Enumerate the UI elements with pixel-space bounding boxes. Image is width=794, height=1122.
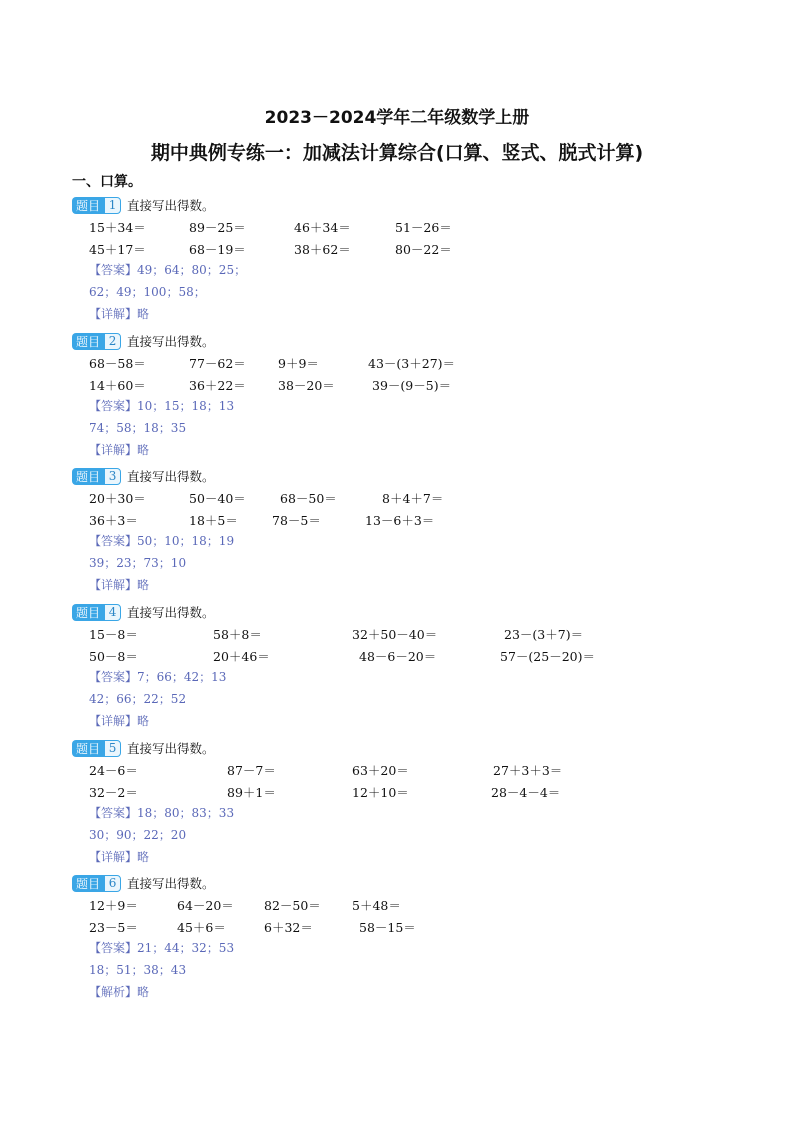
- badge-number: 5: [104, 740, 121, 757]
- math-problem: 8＋4＋7＝: [382, 491, 444, 506]
- question-6: [72, 873, 416, 1003]
- math-problem: 89－25＝: [189, 220, 246, 235]
- math-problem: 78－5＝: [272, 513, 321, 528]
- answer-line: 【答案】10；15；18；13: [89, 399, 235, 413]
- math-problem: 32＋50－40＝: [352, 627, 438, 642]
- badge-label: 题目: [72, 333, 104, 350]
- math-problem: 27＋3＋3＝: [493, 763, 563, 778]
- question-instruction: 直接写出得数。: [127, 741, 215, 756]
- question-3: [72, 466, 444, 596]
- section-heading: 一、口算。: [72, 174, 142, 190]
- math-problem: 38－20＝: [278, 378, 335, 393]
- question-badge: [72, 740, 121, 757]
- math-problem: 5＋48＝: [352, 898, 401, 913]
- math-problem: 23－5＝: [89, 920, 138, 935]
- detail-line: 【详解】略: [89, 443, 150, 457]
- answer-line: 【答案】18；80；83；33: [89, 806, 235, 820]
- problem-row: [72, 486, 444, 508]
- question-header: [72, 738, 234, 758]
- math-problem: 87－7＝: [227, 763, 276, 778]
- badge-label: 题目: [72, 604, 104, 621]
- question-header: [72, 195, 246, 215]
- problem-row: [72, 758, 563, 780]
- math-problem: 77－62＝: [189, 356, 246, 371]
- math-problem: 45＋17＝: [89, 242, 146, 257]
- math-problem: 64－20＝: [177, 898, 234, 913]
- detail-line: 【详解】略: [89, 850, 150, 864]
- question-badge: [72, 197, 121, 214]
- math-problem: 80－22＝: [395, 242, 452, 257]
- math-problem: 39－(9－5)＝: [372, 378, 452, 393]
- math-problem: 82－50＝: [264, 898, 321, 913]
- math-problem: 15＋34＝: [89, 220, 146, 235]
- math-problem: 32－2＝: [89, 785, 138, 800]
- badge-number: 2: [104, 333, 121, 350]
- problem-row: [72, 237, 452, 259]
- badge-label: 题目: [72, 197, 104, 214]
- page-title: 2023－2024学年二年级数学上册: [264, 108, 530, 128]
- answer-line-continued: 62；49；100；58；: [89, 285, 206, 299]
- math-problem: 57－(25－20)＝: [500, 649, 595, 664]
- problem-row: [72, 622, 584, 644]
- badge-number: 1: [104, 197, 121, 214]
- question-5: [72, 738, 563, 868]
- detail-line: 【详解】略: [89, 714, 150, 728]
- math-problem: 50－8＝: [89, 649, 138, 664]
- math-problem: 36＋3＝: [89, 513, 138, 528]
- math-problem: 48－6－20＝: [359, 649, 437, 664]
- question-1: [72, 195, 452, 325]
- question-instruction: 直接写出得数。: [127, 605, 215, 620]
- question-instruction: 直接写出得数。: [127, 876, 215, 891]
- math-problem: 38＋62＝: [294, 242, 351, 257]
- problem-row: [72, 508, 435, 530]
- math-problem: 68－19＝: [189, 242, 246, 257]
- question-header: [72, 331, 234, 351]
- math-problem: 20＋30＝: [89, 491, 146, 506]
- question-badge: [72, 604, 121, 621]
- math-problem: 68－58＝: [89, 356, 146, 371]
- question-instruction: 直接写出得数。: [127, 198, 215, 213]
- answer-line: 【答案】49；64；80；25；: [89, 263, 247, 277]
- math-problem: 58＋8＝: [213, 627, 262, 642]
- answer-line-continued: 74；58；18；35: [89, 421, 187, 435]
- question-4: [72, 602, 595, 732]
- math-problem: 9＋9＝: [278, 356, 319, 371]
- problem-row: [72, 780, 561, 802]
- detail-line: 【详解】略: [89, 578, 150, 592]
- page-subtitle: 期中典例专练一：加减法计算综合(口算、竖式、脱式计算): [150, 142, 644, 164]
- math-problem: 13－6＋3＝: [365, 513, 435, 528]
- math-problem: 6＋32＝: [264, 920, 313, 935]
- question-instruction: 直接写出得数。: [127, 334, 215, 349]
- detail-line: 【解析】略: [89, 985, 150, 999]
- problem-row: [72, 215, 452, 237]
- answer-line: 【答案】21；44；32；53: [89, 941, 235, 955]
- answer-line-continued: 42；66；22；52: [89, 692, 187, 706]
- problem-row: [72, 915, 416, 937]
- question-header: [72, 873, 234, 893]
- question-instruction: 直接写出得数。: [127, 469, 215, 484]
- math-problem: 36＋22＝: [189, 378, 246, 393]
- math-problem: 68－50＝: [280, 491, 337, 506]
- problem-row: [72, 893, 401, 915]
- math-problem: 18＋5＝: [189, 513, 238, 528]
- badge-label: 题目: [72, 740, 104, 757]
- badge-label: 题目: [72, 875, 104, 892]
- math-problem: 58－15＝: [359, 920, 416, 935]
- question-badge: [72, 468, 121, 485]
- math-problem: 43－(3＋27)＝: [368, 356, 456, 371]
- problem-row: [72, 351, 456, 373]
- problem-row: [72, 373, 452, 395]
- answer-line: 【答案】7；66；42；13: [89, 670, 227, 684]
- math-problem: 15－8＝: [89, 627, 138, 642]
- answer-line: 【答案】50；10；18；19: [89, 534, 235, 548]
- math-problem: 24－6＝: [89, 763, 138, 778]
- math-problem: 12＋9＝: [89, 898, 138, 913]
- math-problem: 12＋10＝: [352, 785, 409, 800]
- question-header: [72, 466, 234, 486]
- badge-number: 4: [104, 604, 121, 621]
- badge-number: 3: [104, 468, 121, 485]
- question-header: [72, 602, 226, 622]
- question-badge: [72, 875, 121, 892]
- math-problem: 23－(3＋7)＝: [504, 627, 584, 642]
- math-problem: 20＋46＝: [213, 649, 270, 664]
- math-problem: 89＋1＝: [227, 785, 276, 800]
- answer-line-continued: 18；51；38；43: [89, 963, 187, 977]
- math-problem: 45＋6＝: [177, 920, 226, 935]
- math-problem: 14＋60＝: [89, 378, 146, 393]
- question-badge: [72, 333, 121, 350]
- detail-line: 【详解】略: [89, 307, 150, 321]
- question-2: [72, 331, 456, 461]
- badge-number: 6: [104, 875, 121, 892]
- math-problem: 28－4－4＝: [491, 785, 561, 800]
- math-problem: 46＋34＝: [294, 220, 351, 235]
- badge-label: 题目: [72, 468, 104, 485]
- problem-row: [72, 644, 595, 666]
- math-problem: 63＋20＝: [352, 763, 409, 778]
- math-problem: 50－40＝: [189, 491, 246, 506]
- answer-line-continued: 30；90；22；20: [89, 828, 187, 842]
- answer-line-continued: 39；23；73；10: [89, 556, 187, 570]
- math-problem: 51－26＝: [395, 220, 452, 235]
